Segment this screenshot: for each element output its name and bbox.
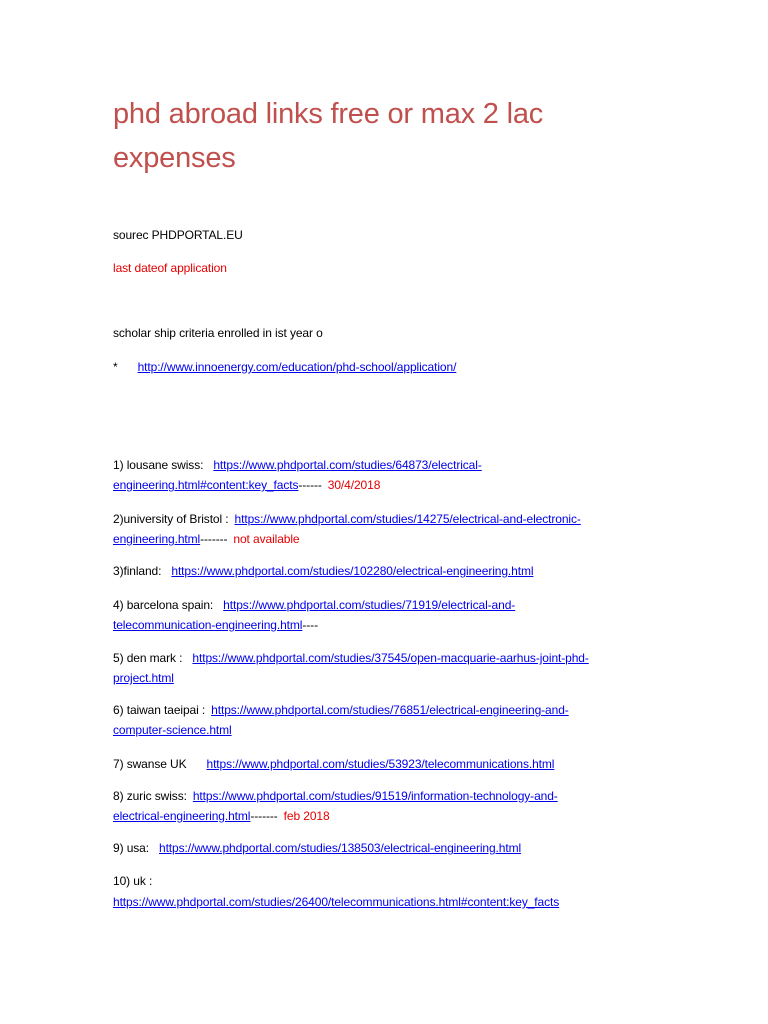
item-9-link[interactable]: https://www.phdportal.com/studies/138503/electrical-engineering.html [159, 841, 522, 855]
item-dashes: ------ [298, 478, 322, 492]
list-item-4-line-1 [113, 594, 673, 616]
list-item-4-line-2 [113, 614, 673, 636]
list-item-10-line-2 [113, 891, 673, 913]
item-4-link-continued[interactable]: telecommunication-engineering.html [113, 618, 303, 632]
item-1-link-continued[interactable]: engineering.html#content:key_facts [113, 478, 299, 492]
item-label: 9) usa: [113, 841, 149, 855]
list-item-10-line-1 [113, 870, 673, 892]
item-label: 4) barcelona spain: [113, 598, 214, 612]
item-1-link[interactable]: https://www.phdportal.com/studies/64873/electrical- [213, 458, 482, 472]
bullet-line [113, 356, 673, 378]
list-item-1-line-2 [113, 474, 673, 496]
list-item-8-line-2 [113, 805, 673, 827]
item-2-link-continued[interactable]: engineering.html [113, 532, 201, 546]
item-5-link[interactable]: https://www.phdportal.com/studies/37545/open-macquarie-aarhus-joint-phd- [192, 651, 589, 665]
item-2-link[interactable]: https://www.phdportal.com/studies/14275/electrical-and-electronic- [234, 512, 581, 526]
item-label: 1) lousane swiss: [113, 458, 204, 472]
source-line: sourec PHDPORTAL.EU [113, 228, 243, 242]
bullet-symbol: * [113, 360, 118, 374]
item-2-deadline: not available [233, 532, 300, 546]
list-item-6-line-2 [113, 719, 673, 741]
item-label: 5) den mark : [113, 651, 183, 665]
scholarship-line: scholar ship criteria enrolled in ist year o [113, 326, 323, 340]
page-title: phd abroad links free or max 2 lac expenses [113, 98, 544, 174]
item-5-link-continued[interactable]: project.html [113, 671, 174, 685]
item-1-deadline: 30/4/2018 [327, 478, 381, 492]
item-4-link[interactable]: https://www.phdportal.com/studies/71919/electrical-and- [223, 598, 516, 612]
item-10-link[interactable]: https://www.phdportal.com/studies/26400/telecommunications.html#content:key_facts [113, 895, 560, 909]
list-item-5-line-1 [113, 647, 673, 669]
list-item-6-line-1 [113, 699, 673, 721]
list-item-2-line-2 [113, 528, 673, 550]
item-8-deadline: feb 2018 [283, 809, 330, 823]
list-item-7-line-1 [113, 753, 673, 775]
item-label: 3)finland: [113, 564, 162, 578]
item-dashes: ------- [200, 532, 228, 546]
innoenergy-link[interactable]: http://www.innoenergy.com/education/phd-school/application/ [137, 360, 457, 374]
item-label: 6) taiwan taeipai : [113, 703, 206, 717]
item-6-link[interactable]: https://www.phdportal.com/studies/76851/electrical-engineering-and- [211, 703, 569, 717]
item-6-link-continued[interactable]: computer-science.html [113, 723, 232, 737]
item-7-link[interactable]: https://www.phdportal.com/studies/53923/telecommunications.html [206, 757, 555, 771]
deadline-note: last dateof application [113, 261, 227, 275]
item-dashes: ---- [302, 618, 318, 632]
item-label: 10) uk : [113, 874, 153, 888]
list-item-3-line-1 [113, 560, 673, 582]
list-item-9-line-1 [113, 837, 673, 859]
list-item-5-line-2 [113, 667, 673, 689]
item-label: 2)university of Bristol : [113, 512, 229, 526]
item-8-link[interactable]: https://www.phdportal.com/studies/91519/information-technology-and- [192, 789, 558, 803]
item-3-link[interactable]: https://www.phdportal.com/studies/102280/electrical-engineering.html [171, 564, 534, 578]
list-item-8-line-1 [113, 785, 673, 807]
item-dashes: ------- [250, 809, 278, 823]
item-label: 8) zuric swiss: [113, 789, 187, 803]
item-8-link-continued[interactable]: electrical-engineering.html [113, 809, 251, 823]
list-item-1-line-1 [113, 454, 673, 476]
list-item-2-line-1 [113, 508, 673, 530]
item-label: 7) swanse UK [113, 757, 187, 771]
